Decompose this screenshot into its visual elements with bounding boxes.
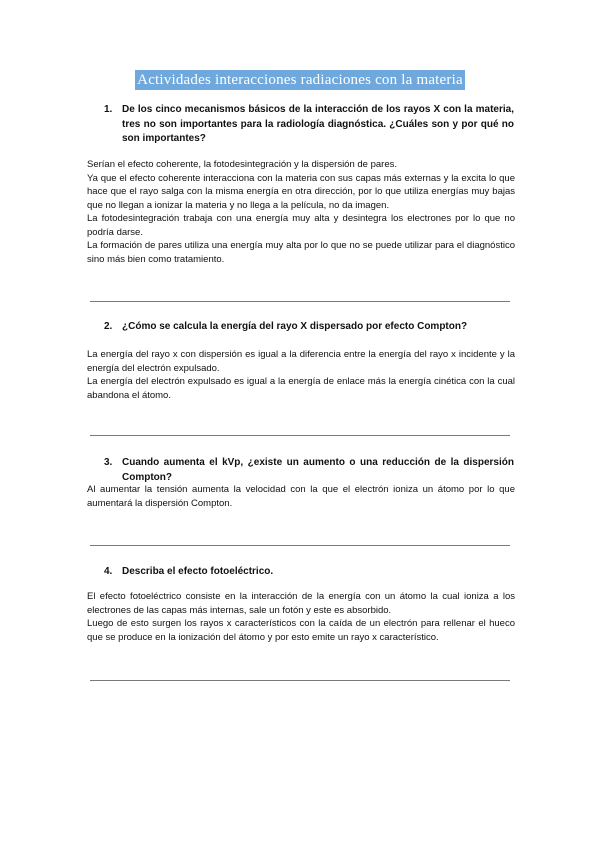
answer-1 — [87, 158, 515, 266]
answer-paragraph: Luego de esto surgen los rayos x característicos con la caída de un electrón para rellenar el hueco que se produce en la ionización del átomo y por esto emite un rayo x característico. — [87, 618, 515, 643]
title-container — [0, 70, 600, 90]
question-text: De los cinco mecanismos básicos de la interacción de los rayos X con la materia, tres no son importantes para la radiología diagnóstica. ¿Cuáles son y por qué no son importantes? — [122, 104, 514, 144]
question-number: 2. — [104, 321, 113, 332]
question-text: Describa el efecto fotoeléctrico. — [122, 566, 274, 577]
question-2 — [104, 320, 514, 335]
answer-4 — [87, 590, 515, 644]
question-text: ¿Cómo se calcula la energía del rayo X dispersado por efecto Compton? — [122, 321, 468, 332]
answer-paragraph: La formación de pares utiliza una energía muy alta por lo que no se puede utilizar para el diagnóstico sino más bien como tratamiento. — [87, 240, 515, 265]
answer-paragraph: Al aumentar la tensión aumenta la velocidad con la que el electrón ioniza un átomo por lo que aumentará la dispersión Compton. — [87, 484, 515, 509]
answer-paragraph: Serían el efecto coherente, la fotodesintegración y la dispersión de pares. — [87, 159, 397, 170]
question-4 — [104, 565, 514, 580]
answer-3 — [87, 483, 515, 510]
answer-paragraph: La fotodesintegración trabaja con una energía muy alta y desintegra los electrones por lo que no podría darse. — [87, 213, 515, 238]
question-number: 3. — [104, 457, 113, 468]
answer-2 — [87, 348, 515, 402]
document-title: Actividades interacciones radiaciones con la materia — [137, 72, 463, 88]
answer-paragraph: Ya que el efecto coherente interacciona con la materia con sus capas más externas y la excita lo que hace que el rayo salga con la misma energía en otra dirección, por lo que utiliza energías muy bajas que no llegan a ionizar la materia y no llega a la película, no da imagen. — [87, 172, 515, 211]
question-text: Cuando aumenta el kVp, ¿existe un aumento o una reducción de la dispersión Compton? — [122, 457, 514, 483]
separator-line — [90, 545, 510, 546]
answer-paragraph: La energía del electrón expulsado es igual a la energía de enlace más la energía cinética con la cual abandona el átomo. — [87, 376, 515, 401]
question-1 — [104, 103, 514, 147]
answer-paragraph: El efecto fotoeléctrico consiste en la interacción de la energía con un átomo la cual ioniza a los electrones de las capas más internas, sale un fotón y este es absorbido. — [87, 591, 515, 616]
separator-line — [90, 680, 510, 681]
question-3 — [104, 456, 514, 485]
answer-paragraph: La energía del rayo x con dispersión es igual a la diferencia entre la energía del rayo x incidente y la energía del electrón expulsado. — [87, 349, 515, 374]
question-number: 4. — [104, 566, 113, 577]
separator-line — [90, 435, 510, 436]
question-number: 1. — [104, 104, 113, 115]
separator-line — [90, 301, 510, 302]
